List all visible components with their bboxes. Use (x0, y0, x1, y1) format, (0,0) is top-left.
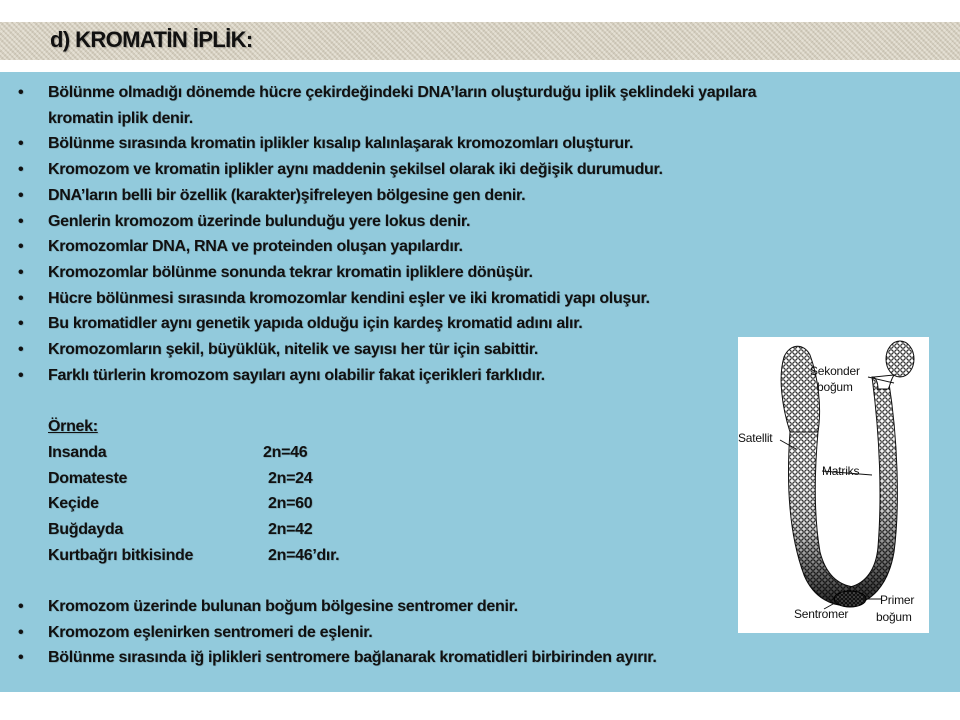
example-chromosome-count: 2n=24 (268, 469, 313, 487)
example-species: Insanda (48, 443, 107, 461)
bullet-item: • Hücre bölünmesi sırasında kromozomlar kendini eşler ve iki kromatidi yapı oluşur. (0, 286, 900, 312)
label-matriks: Matriks (822, 464, 860, 478)
bullet-item: • Kromozom eşlenirken sentromeri de eşlenir. (0, 620, 900, 646)
bullet-item: • Kromozom ve kromatin iplikler aynı maddenin şekilsel olarak iki değişik durumudur. (0, 157, 900, 183)
right-arm-shading (850, 377, 897, 605)
left-arm-shading (789, 432, 854, 605)
bullet-item: • Kromozomların şekil, büyüklük, nitelik ve sayısı her tür için sabittir. (0, 337, 900, 363)
bullet-item: • Farklı türlerin kromozom sayıları aynı olabilir fakat içerikleri farklıdır. (0, 363, 900, 389)
example-chromosome-count: 2n=46 (263, 443, 308, 461)
example-chromosome-count: 2n=42 (268, 520, 313, 538)
label-primer: Primer (880, 593, 915, 607)
slide-title: d) KROMATİN İPLİK: (50, 27, 253, 52)
bullet-item: • Bölünme olmadığı dönemde hücre çekirdeğindeki DNA’ların oluşturduğu iplik şeklindeki yapılara (0, 80, 900, 106)
example-heading: Örnek: (48, 418, 98, 436)
example-chromosome-count: 2n=46’dır. (268, 546, 340, 564)
example-species: Kurtbağrı bitkisinde (48, 546, 194, 564)
bullet-text: Kromozom üzerinde bulunan boğum bölgesine (48, 597, 398, 615)
centromere-region (834, 591, 866, 607)
sentromer-term: sentromer (397, 597, 473, 615)
bullet-item: • Kromozomlar DNA, RNA ve proteinden oluşan yapılardır. (0, 234, 900, 260)
label-sentromer: Sentromer (794, 607, 849, 621)
bullet-text: denir. (472, 597, 518, 615)
label-bogum-bottom: boğum (876, 610, 912, 624)
label-satellit: Satellit (738, 431, 773, 445)
chromosome-figure (738, 337, 929, 633)
bullet-item: • Genlerin kromozom üzerinde bulunduğu yere lokus denir. (0, 209, 900, 235)
label-sekonder: Sekonder (810, 364, 860, 378)
bullet-item: • Bu kromatidler aynı genetik yapıda olduğu için kardeş kromatid adını alır. (0, 311, 900, 337)
satellite-body (886, 341, 914, 377)
bullet-item: • DNA’ların belli bir özellik (karakter)şifreleyen bölgesine gen denir. (0, 183, 900, 209)
bullet-item: • Bölünme sırasında iğ iplikleri sentromere bağlanarak kromatidleri birbirinden ayırır. (0, 645, 900, 671)
label-bogum-top: boğum (817, 380, 853, 394)
example-species: Domateste (48, 469, 128, 487)
bullet-item: • Bölünme sırasında kromatin iplikler kısalıp kalınlaşarak kromozomları oluşturur. (0, 131, 900, 157)
example-chromosome-count: 2n=60 (268, 495, 313, 513)
title-bar (0, 22, 960, 60)
example-species: Buğdayda (48, 520, 123, 538)
bullet-item-continuation: kromatin iplik denir. (48, 109, 193, 127)
bullet-item: • Kromozomlar bölünme sonunda tekrar kromatin ipliklere dönüşür. (0, 260, 900, 286)
chromosome-left-top (781, 346, 819, 432)
example-species: Keçide (48, 495, 99, 513)
